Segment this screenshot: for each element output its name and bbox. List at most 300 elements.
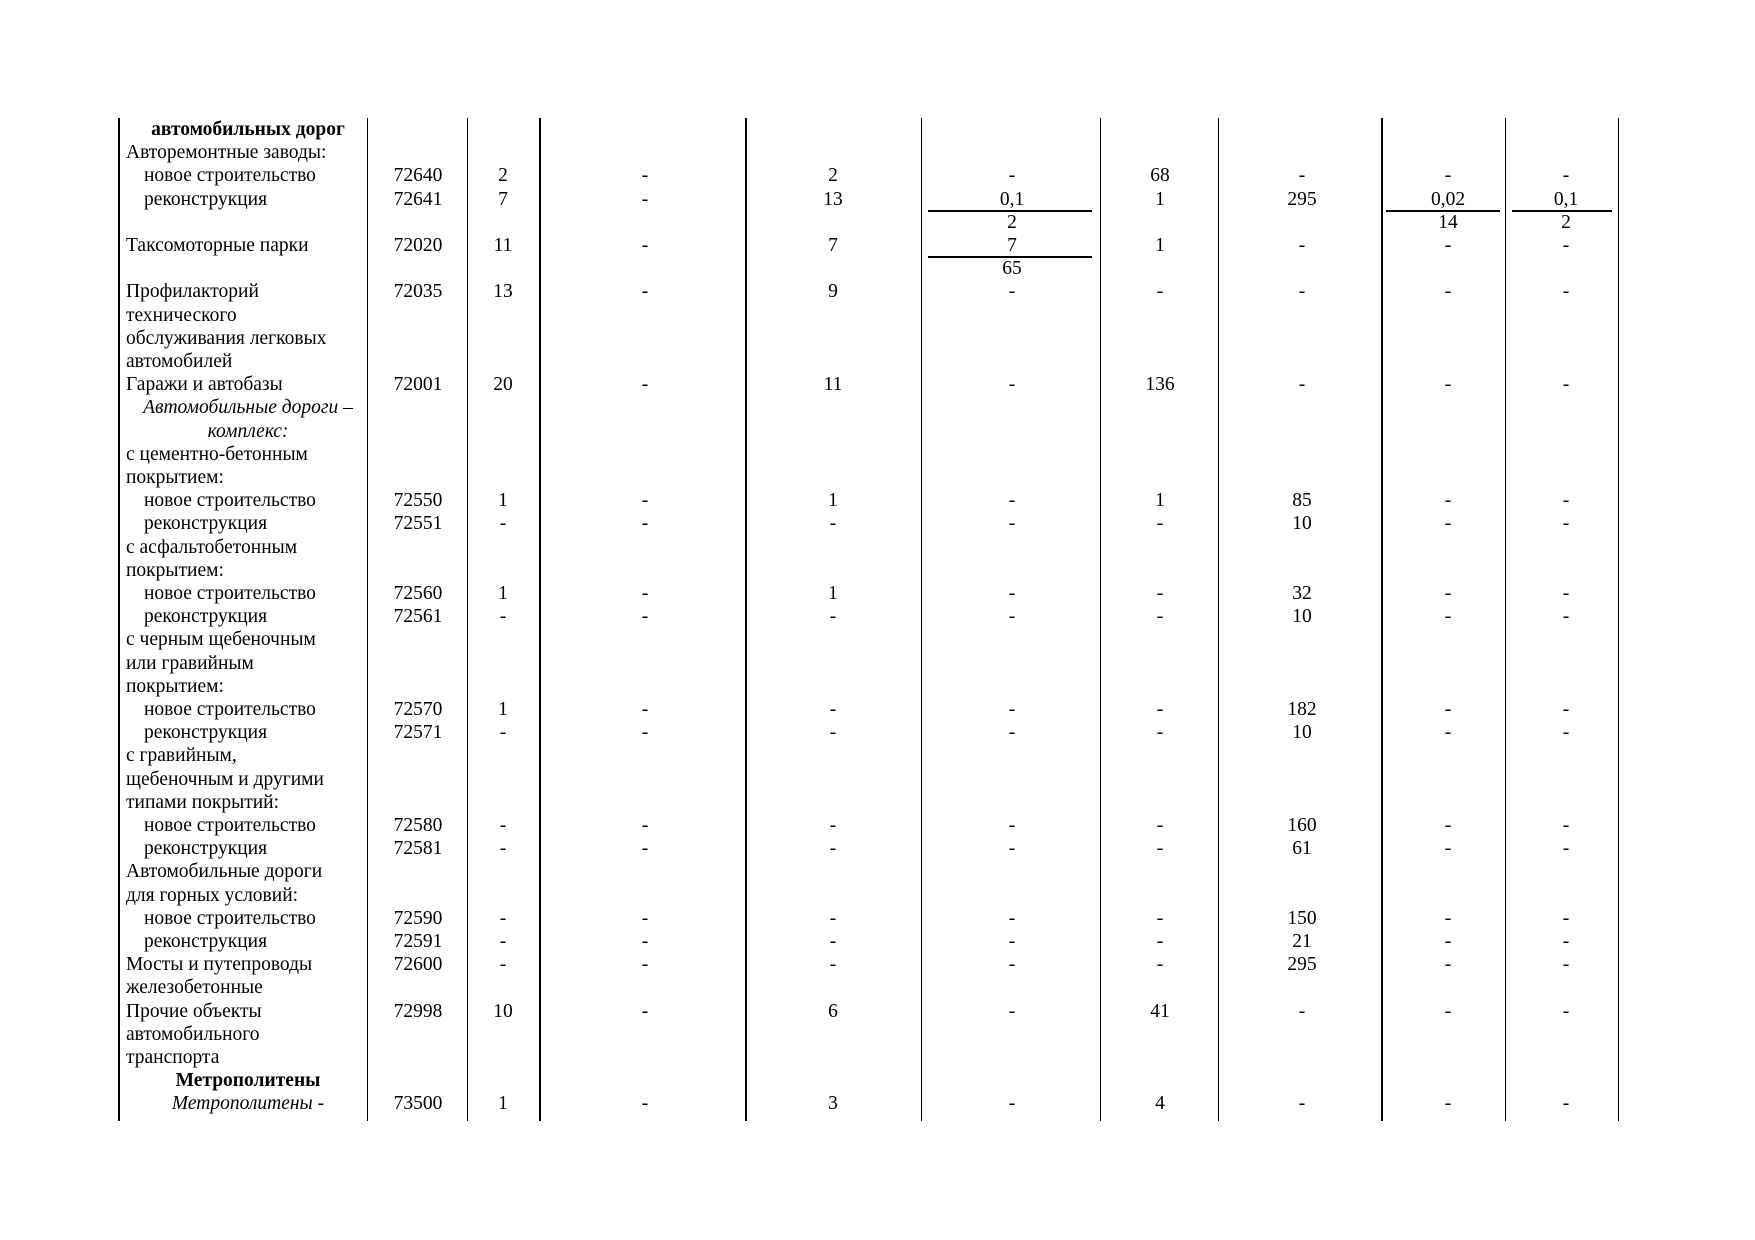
row-label: новое строительство [144,699,316,720]
value-cell [595,1069,695,1092]
value-cell: - [1008,606,1016,628]
code-cell: 72590 [393,907,443,929]
value-cell: 13 [493,281,513,303]
value-cell: - [1298,165,1306,187]
value-cell: 85 [1292,490,1312,512]
value-cell: - [1444,699,1452,720]
table-row [0,489,1755,512]
value-cell [1398,884,1498,907]
value-cell: 1 [828,490,838,512]
value-cell [962,791,1062,814]
value-cell [595,211,695,234]
row-label: с цементно-бетонным [126,443,308,465]
value-cell [1398,675,1498,698]
value-cell: 1 [498,583,508,604]
table-row [0,791,1755,814]
code-cell: 72550 [393,490,443,512]
value-cell: - [499,815,507,836]
table-row [0,814,1755,837]
value-cell [595,768,695,791]
value-cell [453,257,553,280]
value-cell: 41 [1150,1000,1170,1022]
value-cell [1398,443,1498,466]
value-cell [453,304,553,327]
value-cell [1252,1023,1352,1046]
value-cell [453,744,553,767]
value-cell [1398,257,1498,280]
value-cell: 7 [828,235,838,256]
value-cell [1516,141,1616,164]
value-cell [1110,420,1210,443]
value-cell [783,466,883,489]
value-cell: - [829,954,837,976]
value-cell: - [499,722,507,744]
value-cell [1398,652,1498,675]
value-cell [453,396,553,419]
value-cell [595,536,695,559]
value-cell: - [1444,583,1452,604]
value-cell [962,536,1062,559]
value-cell: - [1156,513,1164,535]
value-cell [783,559,883,582]
value-cell [453,141,553,164]
row-label: комплекс: [207,420,289,442]
value-cell: - [1298,235,1306,256]
table-row [0,768,1755,791]
code-cell [378,675,458,698]
value-cell [1110,976,1210,999]
value-cell [1110,1069,1210,1092]
value-cell [1516,420,1616,443]
value-cell: 0,1 [1553,188,1579,210]
value-cell [595,327,695,350]
value-cell [1252,420,1352,443]
value-cell [1110,628,1210,651]
value-cell [453,768,553,791]
value-cell [1398,118,1498,141]
value-cell [962,141,1062,164]
code-cell: 72998 [393,1000,443,1022]
value-cell: 1 [1155,188,1165,210]
value-cell: - [1008,165,1016,187]
table-row [0,884,1755,907]
table-row [0,605,1755,628]
value-cell [1110,141,1210,164]
value-cell: - [641,699,649,720]
value-cell [783,1023,883,1046]
code-cell [378,420,458,443]
value-cell [1110,652,1210,675]
value-cell [595,118,695,141]
value-cell: 10 [1292,606,1312,628]
value-cell [1516,1046,1616,1069]
value-cell: 1 [1155,490,1165,512]
value-cell: - [1444,907,1452,929]
value-cell [1252,860,1352,883]
value-cell: - [829,513,837,535]
row-label: Метрополитены [175,1070,321,1092]
value-cell [1252,791,1352,814]
value-cell [783,211,883,234]
table-row [0,698,1755,721]
fraction-bar [1512,210,1612,212]
value-cell: - [499,931,507,952]
value-cell: - [1156,699,1164,720]
value-cell: - [1008,1093,1016,1115]
value-cell [962,652,1062,675]
value-cell: - [1444,838,1452,860]
value-cell: - [499,606,507,628]
row-label: реконструкция [144,722,268,744]
row-label: Гаражи и автобазы [126,374,283,396]
value-cell: - [1156,931,1164,952]
table-row [0,837,1755,860]
fraction-bar [928,210,1092,212]
row-label: с черным щебеночным [126,629,316,651]
fraction-bar [1386,210,1500,212]
table-row [0,976,1755,999]
value-cell [595,350,695,373]
value-cell: - [1444,374,1452,396]
value-cell [1110,1023,1210,1046]
value-cell [595,791,695,814]
value-cell [595,559,695,582]
value-cell [1398,350,1498,373]
value-cell [1110,396,1210,419]
value-cell [1398,860,1498,883]
value-cell [962,1023,1062,1046]
value-cell: - [641,931,649,952]
value-cell: 68 [1150,165,1170,187]
value-cell: - [1562,606,1570,628]
value-cell [962,628,1062,651]
table-row [0,675,1755,698]
value-cell: - [1562,583,1570,604]
value-cell [1252,350,1352,373]
value-cell [1110,744,1210,767]
code-cell [378,559,458,582]
value-cell: - [1008,907,1016,929]
value-cell [1110,466,1210,489]
code-cell: 72600 [393,954,443,976]
value-cell: - [641,722,649,744]
row-label: новое строительство [144,907,316,929]
value-cell: 3 [828,1093,838,1115]
code-cell: 73500 [393,1093,443,1115]
row-label: технического [126,304,237,326]
value-cell [595,304,695,327]
value-cell [1516,628,1616,651]
value-cell [453,559,553,582]
value-cell [1110,118,1210,141]
value-cell [1252,559,1352,582]
value-cell: - [1444,513,1452,535]
code-cell [378,791,458,814]
value-cell: 1 [498,1093,508,1115]
value-cell: - [829,815,837,836]
table-row [0,930,1755,953]
value-cell [1516,559,1616,582]
value-cell [783,257,883,280]
row-label: покрытием: [126,559,224,581]
code-cell [378,1023,458,1046]
value-cell: - [641,235,649,256]
value-cell [1110,304,1210,327]
value-cell [1110,327,1210,350]
value-cell: - [499,954,507,976]
value-cell [783,791,883,814]
value-cell: - [1444,815,1452,836]
value-cell [1516,791,1616,814]
value-cell [453,118,553,141]
row-label: автомобильных дорог [151,119,345,140]
value-cell [453,466,553,489]
row-label: покрытием: [126,675,224,697]
value-cell: 2 [1007,211,1017,233]
value-cell: - [641,907,649,929]
row-label: с асфальтобетонным [126,536,298,558]
value-cell [1110,211,1210,234]
table-row [0,164,1755,187]
value-cell [1252,536,1352,559]
value-cell: 2 [1561,211,1571,233]
value-cell [962,420,1062,443]
value-cell [1398,1023,1498,1046]
value-cell [962,443,1062,466]
table-row [0,628,1755,651]
value-cell [595,860,695,883]
value-cell [595,744,695,767]
value-cell: - [641,1000,649,1022]
row-label: Прочие объекты [126,1000,262,1022]
row-label: для горных условий: [126,884,299,906]
value-cell [1110,768,1210,791]
value-cell: 65 [1002,258,1022,280]
table-row [0,1000,1755,1023]
code-cell: 72570 [393,699,443,720]
value-cell: 182 [1287,699,1317,720]
value-cell [1252,744,1352,767]
value-cell [1398,141,1498,164]
value-cell [595,884,695,907]
value-cell [1398,1046,1498,1069]
value-cell [595,141,695,164]
code-cell: 72001 [393,374,443,396]
value-cell [1252,652,1352,675]
value-cell: 4 [1155,1093,1165,1115]
value-cell [1516,443,1616,466]
value-cell [453,1046,553,1069]
value-cell: 11 [823,374,843,396]
value-cell [1252,211,1352,234]
value-cell: - [1444,235,1452,256]
row-label: Авторемонтные заводы: [126,142,327,164]
value-cell: - [829,838,837,860]
value-cell: 7 [1007,235,1017,256]
value-cell: - [1562,490,1570,512]
value-cell [1110,791,1210,814]
code-cell: 72641 [393,188,443,210]
value-cell: - [641,583,649,604]
value-cell: - [1562,722,1570,744]
code-cell [378,257,458,280]
table-row [0,1023,1755,1046]
value-cell [783,768,883,791]
code-cell [378,1069,458,1092]
value-cell: - [1008,815,1016,836]
value-cell [1252,1069,1352,1092]
value-cell: - [1156,954,1164,976]
row-label: реконструкция [144,606,268,628]
value-cell [1516,675,1616,698]
value-cell [595,396,695,419]
value-cell: - [1444,165,1452,187]
value-cell: - [1156,838,1164,860]
value-cell: - [1156,281,1164,303]
table-row [0,953,1755,976]
value-cell: - [829,699,837,720]
value-cell [453,327,553,350]
value-cell: 1 [1155,235,1165,256]
value-cell: 11 [493,235,513,256]
value-cell: - [1562,513,1570,535]
table-row [0,1069,1755,1092]
value-cell: - [1008,699,1016,720]
value-cell [962,118,1062,141]
value-cell [1252,466,1352,489]
table-row [0,350,1755,373]
value-cell [453,1023,553,1046]
table-row [0,141,1755,164]
value-cell: - [1156,815,1164,836]
value-cell [595,675,695,698]
table-row [0,860,1755,883]
value-cell [453,675,553,698]
value-cell: - [1298,1000,1306,1022]
table-row [0,512,1755,535]
value-cell: - [1562,954,1570,976]
table-row [0,652,1755,675]
value-cell [783,304,883,327]
row-label: или гравийным [126,652,254,674]
table-row [0,907,1755,930]
value-cell [1398,304,1498,327]
table-row [0,211,1755,234]
value-cell: - [1156,722,1164,744]
value-cell [595,628,695,651]
value-cell [1398,791,1498,814]
value-cell [595,652,695,675]
value-cell: 10 [493,1000,513,1022]
value-cell: - [829,606,837,628]
value-cell [595,1046,695,1069]
value-cell [453,443,553,466]
value-cell [1398,1069,1498,1092]
value-cell [1110,257,1210,280]
row-label: реконструкция [144,931,268,952]
value-cell [1516,884,1616,907]
table-row [0,257,1755,280]
value-cell [962,1069,1062,1092]
value-cell [962,884,1062,907]
value-cell [783,327,883,350]
row-label: щебеночным и другими [126,768,324,790]
value-cell [1516,976,1616,999]
value-cell [962,350,1062,373]
value-cell: - [1562,235,1570,256]
value-cell [1252,884,1352,907]
row-label: Автомобильные дороги – [143,397,353,419]
value-cell: - [499,838,507,860]
value-cell [1398,628,1498,651]
value-cell [783,976,883,999]
value-cell [962,860,1062,883]
code-cell: 72020 [393,235,443,256]
code-cell: 72591 [393,931,443,952]
value-cell [783,675,883,698]
value-cell [783,652,883,675]
table-row [0,721,1755,744]
value-cell [453,976,553,999]
value-cell [453,350,553,373]
value-cell: 1 [498,490,508,512]
table-row [0,327,1755,350]
value-cell [1110,1046,1210,1069]
value-cell [1398,744,1498,767]
table-row [0,1046,1755,1069]
value-cell [962,396,1062,419]
value-cell [1252,675,1352,698]
value-cell [1516,396,1616,419]
value-cell [1516,257,1616,280]
code-cell [378,466,458,489]
value-cell [1398,559,1498,582]
value-cell: - [1008,931,1016,952]
value-cell [1110,884,1210,907]
code-cell: 72640 [393,165,443,187]
code-cell: 72581 [393,838,443,860]
value-cell: - [641,490,649,512]
table-row [0,118,1755,141]
row-label: Метрополитены - [171,1093,325,1115]
value-cell [1252,768,1352,791]
value-cell: - [641,1093,649,1115]
value-cell: 20 [493,374,513,396]
value-cell [783,141,883,164]
value-cell [453,211,553,234]
value-cell: - [1298,281,1306,303]
code-cell: 72560 [393,583,443,604]
value-cell [1252,257,1352,280]
value-cell [1516,327,1616,350]
value-cell [962,327,1062,350]
value-cell [783,118,883,141]
value-cell [1516,118,1616,141]
value-cell [1398,466,1498,489]
value-cell [783,628,883,651]
code-cell: 72580 [393,815,443,836]
row-label: с гравийным, [126,745,237,767]
value-cell: - [1562,931,1570,952]
value-cell: - [1562,815,1570,836]
value-cell: - [1444,1093,1452,1115]
value-cell: 6 [828,1000,838,1022]
row-label: транспорта [126,1047,220,1068]
value-cell: 295 [1287,954,1317,976]
value-cell [783,420,883,443]
value-cell: - [1562,1000,1570,1022]
value-cell [453,860,553,883]
